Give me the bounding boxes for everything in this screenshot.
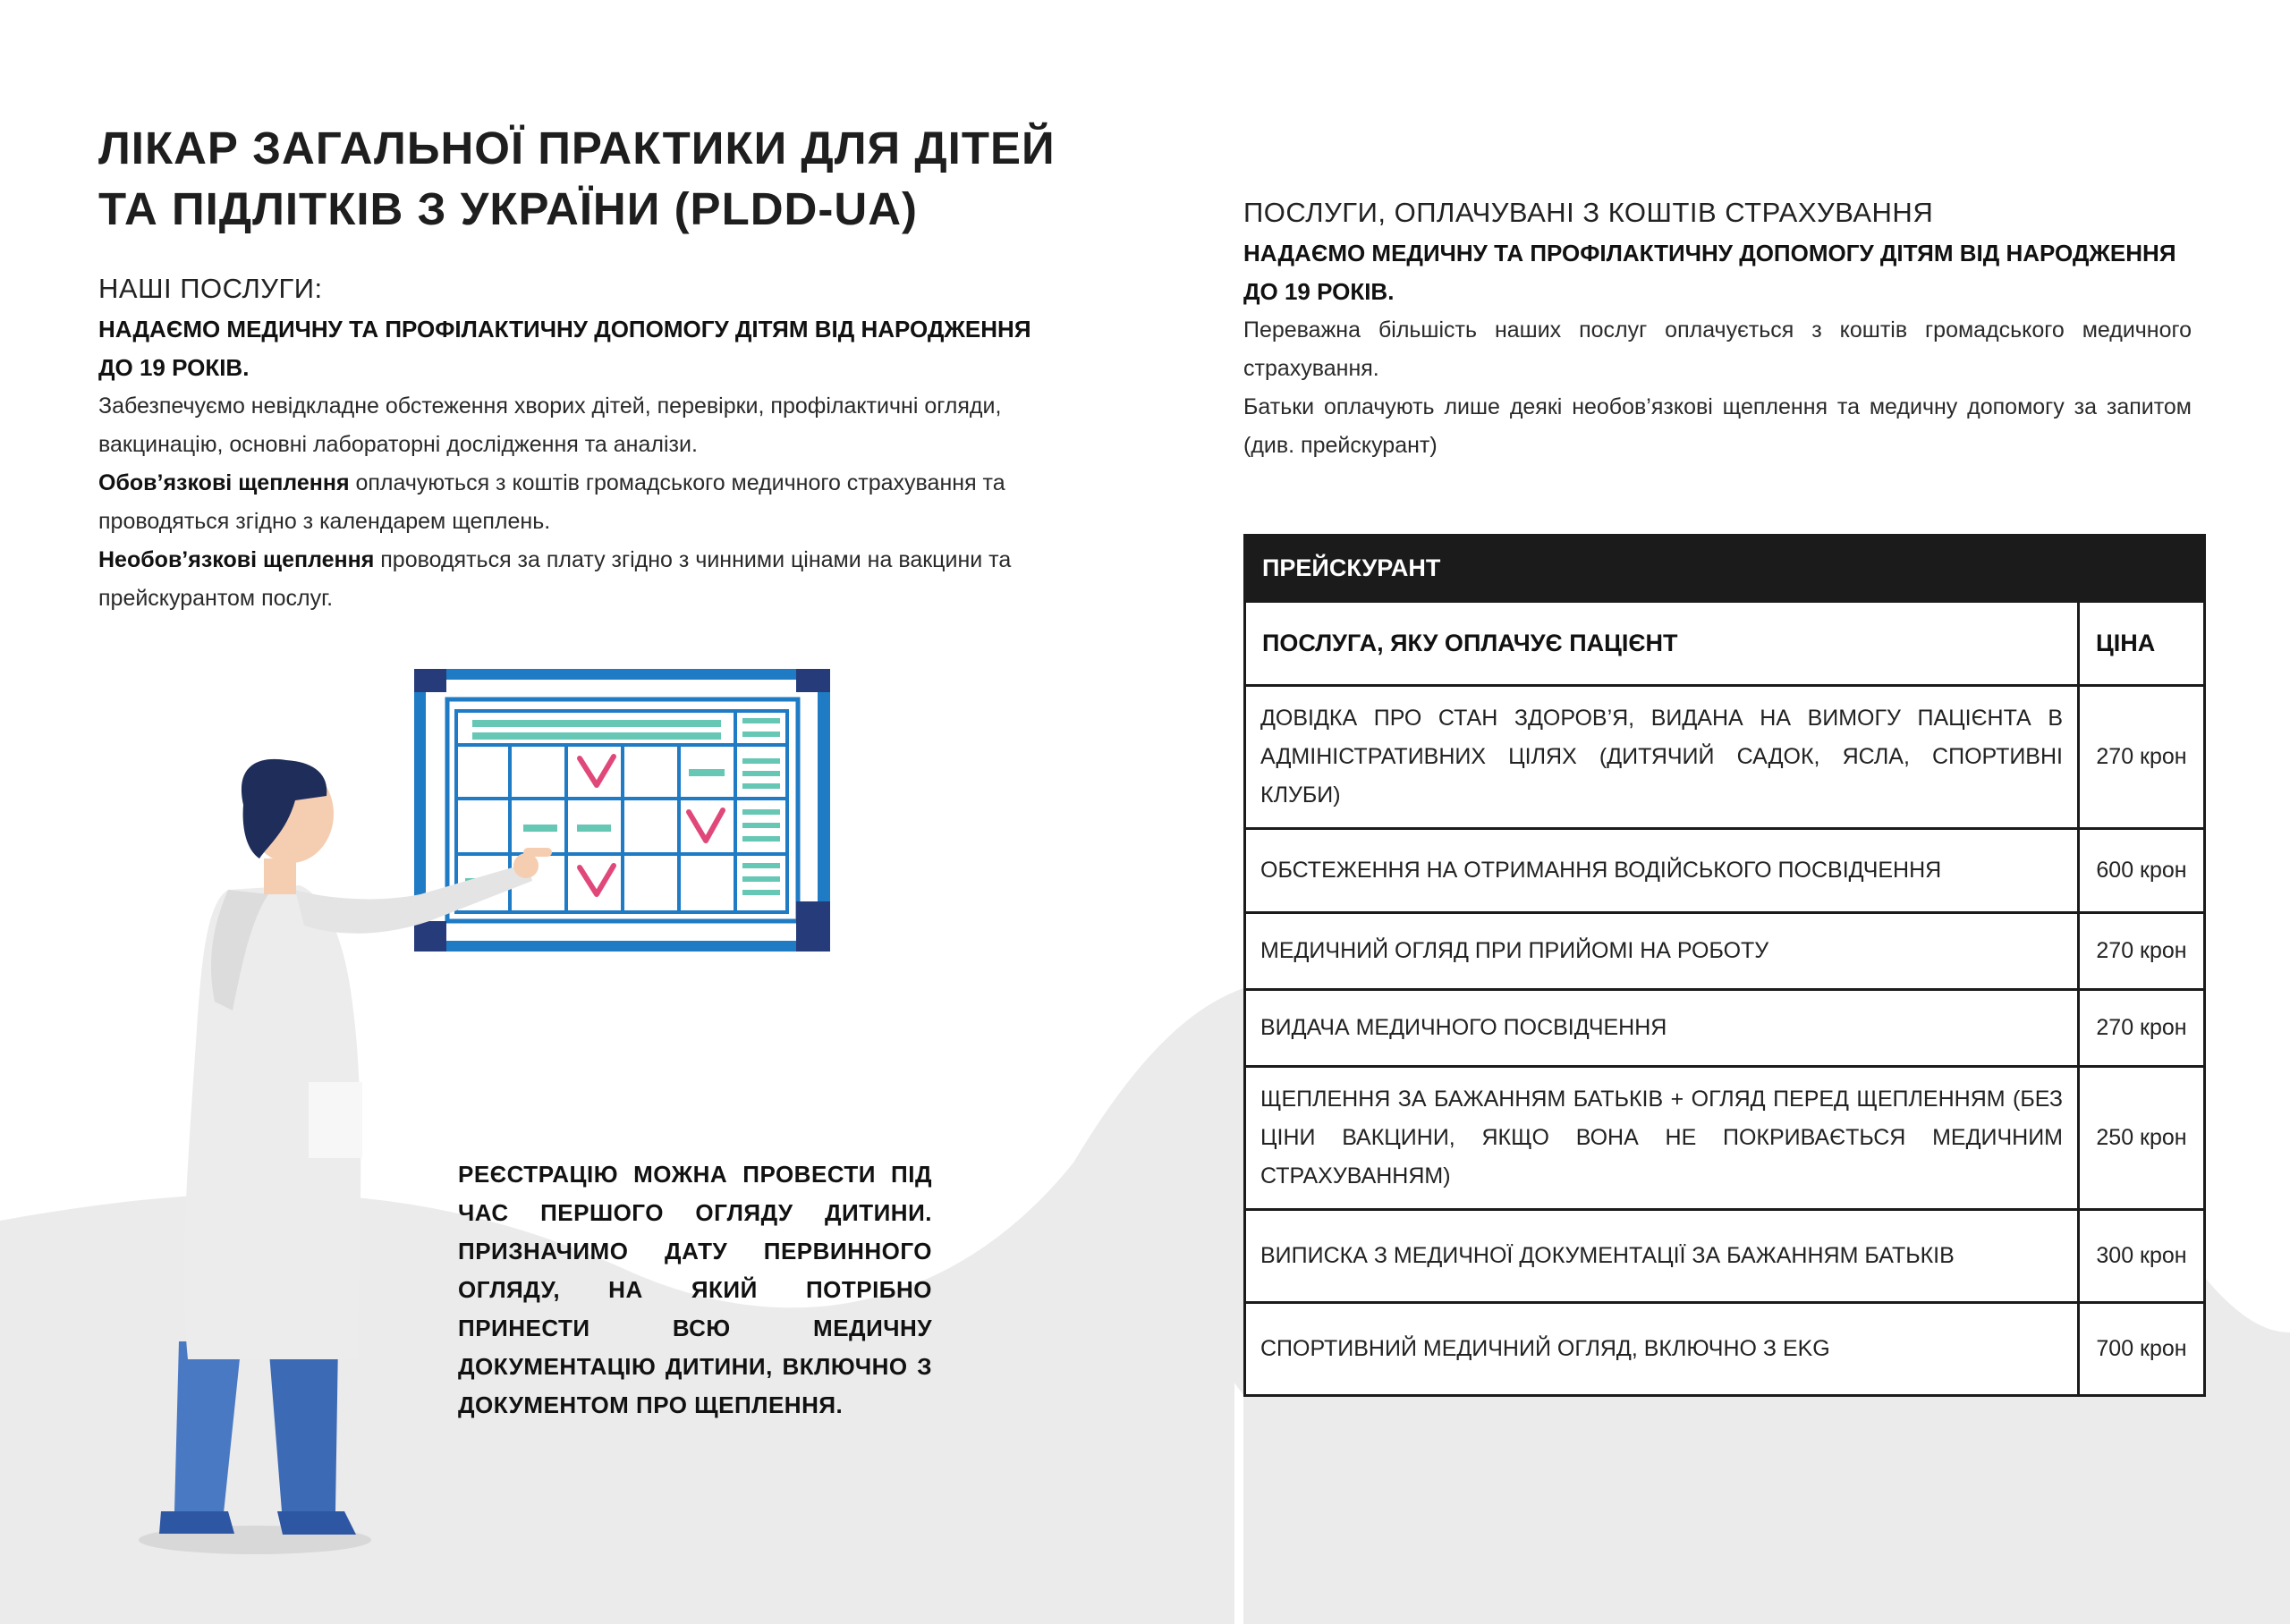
price-cell: 270 крон <box>2079 990 2205 1067</box>
table-row <box>1245 686 2205 829</box>
table-row <box>1245 1303 2205 1396</box>
insurance-section <box>1243 197 2192 465</box>
service-cell: ДОВІДКА ПРО СТАН ЗДОРОВ’Я, ВИДАНА НА ВИМОГУ ПАЦІЄНТА В АДМІНІСТРАТИВНИХ ЦІЛЯХ (ДИТЯЧИЙ САДОК, ЯСЛА, СПОРТИВНІ КЛУБИ) <box>1245 686 2079 829</box>
service-cell: ВИДАЧА МЕДИЧНОГО ПОСВІДЧЕННЯ <box>1245 990 2079 1067</box>
services-lead: НАДАЄМО МЕДИЧНУ ТА ПРОФІЛАКТИЧНУ ДОПОМОГУ ДІТЯМ ВІД НАРОДЖЕННЯ ДО 19 РОКІВ. <box>98 316 1031 381</box>
services-paragraph-3 <box>98 541 1047 618</box>
services-paragraph-1: Забезпечуємо невідкладне обстеження хворих дітей, перевірки, профілактичні огляди, вакцинацію, основні лабораторні дослідження та аналізи. <box>98 393 1002 457</box>
price-cell: 700 крон <box>2079 1303 2205 1396</box>
title-line-1: ЛІКАР ЗАГАЛЬНОЇ ПРАКТИКИ ДЛЯ ДІТЕЙ <box>98 123 1056 173</box>
price-cell: 250 крон <box>2079 1067 2205 1210</box>
optional-vaccines-label: Необов’язкові щеплення <box>98 547 375 572</box>
table-row <box>1245 990 2205 1067</box>
schedule-board-icon <box>414 669 830 952</box>
insurance-heading: ПОСЛУГИ, ОПЛАЧУВАНІ З КОШТІВ СТРАХУВАННЯ <box>1243 197 1934 228</box>
price-list-table <box>1243 534 2206 1397</box>
price-cell: 600 крон <box>2079 829 2205 913</box>
optional-vaccines-text: проводяться за плату згідно з чинними цінами на вакцини та прейскурантом послуг. <box>98 547 1012 611</box>
table-row <box>1245 913 2205 990</box>
services-section <box>98 273 1047 618</box>
table-row <box>1245 829 2205 913</box>
registration-note: РЕЄСТРАЦІЮ МОЖНА ПРОВЕСТИ ПІД ЧАС ПЕРШОГО ОГЛЯДУ ДИТИНИ. ПРИЗНАЧИМО ДАТУ ПЕРВИННОГО ОГЛЯДУ, НА ЯКИЙ ПОТРІБНО ПРИНЕСТИ ВСЮ МЕДИЧНУ ДОКУМЕНТАЦІЮ ДИТИНИ, ВКЛЮЧНО З ДОКУМЕНТОМ ПРО ЩЕПЛЕННЯ. <box>458 1161 932 1418</box>
column-header-service: ПОСЛУГА, ЯКУ ОПЛАЧУЄ ПАЦІЄНТ <box>1245 602 2079 686</box>
insurance-paragraph-2: Батьки оплачують лише деякі необов’язкові щеплення та медичну допомогу за запитом (див. прейскурант) <box>1243 394 2192 458</box>
table-row <box>1245 1210 2205 1303</box>
service-cell: ОБСТЕЖЕННЯ НА ОТРИМАННЯ ВОДІЙСЬКОГО ПОСВІДЧЕННЯ <box>1245 829 2079 913</box>
title-line-2: ТА ПІДЛІТКІВ З УКРАЇНИ (PLDD-UA) <box>98 183 919 234</box>
service-cell: ЩЕПЛЕННЯ ЗА БАЖАННЯМ БАТЬКІВ + ОГЛЯД ПЕРЕД ЩЕПЛЕННЯМ (БЕЗ ЦІНИ ВАКЦИНИ, ЯКЩО ВОНА НЕ ПОКРИВАЄТЬСЯ МЕДИЧНИМ СТРАХУВАННЯМ) <box>1245 1067 2079 1210</box>
mandatory-vaccines-text: оплачуються з коштів громадського медичного страхування та проводяться згідно з календарем щеплень. <box>98 470 1005 534</box>
table-row <box>1245 1067 2205 1210</box>
insurance-lead: НАДАЄМО МЕДИЧНУ ТА ПРОФІЛАКТИЧНУ ДОПОМОГУ ДІТЯМ ВІД НАРОДЖЕННЯ ДО 19 РОКІВ. <box>1243 240 2176 305</box>
price-list-title: ПРЕЙСКУРАНТ <box>1245 536 2205 602</box>
column-header-price: ЦІНА <box>2079 602 2205 686</box>
services-heading: НАШІ ПОСЛУГИ: <box>98 273 323 304</box>
price-list-column-headers <box>1245 602 2205 686</box>
services-paragraph-2 <box>98 464 1047 541</box>
price-cell: 300 крон <box>2079 1210 2205 1303</box>
price-list-title-row <box>1245 536 2205 602</box>
price-cell: 270 крон <box>2079 686 2205 829</box>
mandatory-vaccines-label: Обов’язкові щеплення <box>98 470 350 495</box>
insurance-paragraph-1: Переважна більшість наших послуг оплачується з коштів громадського медичного страхування. <box>1243 317 2192 381</box>
service-cell: ВИПИСКА З МЕДИЧНОЇ ДОКУМЕНТАЦІЇ ЗА БАЖАННЯМ БАТЬКІВ <box>1245 1210 2079 1303</box>
service-cell: СПОРТИВНИЙ МЕДИЧНИЙ ОГЛЯД, ВКЛЮЧНО З EKG <box>1245 1303 2079 1396</box>
price-cell: 270 крон <box>2079 913 2205 990</box>
service-cell: МЕДИЧНИЙ ОГЛЯД ПРИ ПРИЙОМІ НА РОБОТУ <box>1245 913 2079 990</box>
